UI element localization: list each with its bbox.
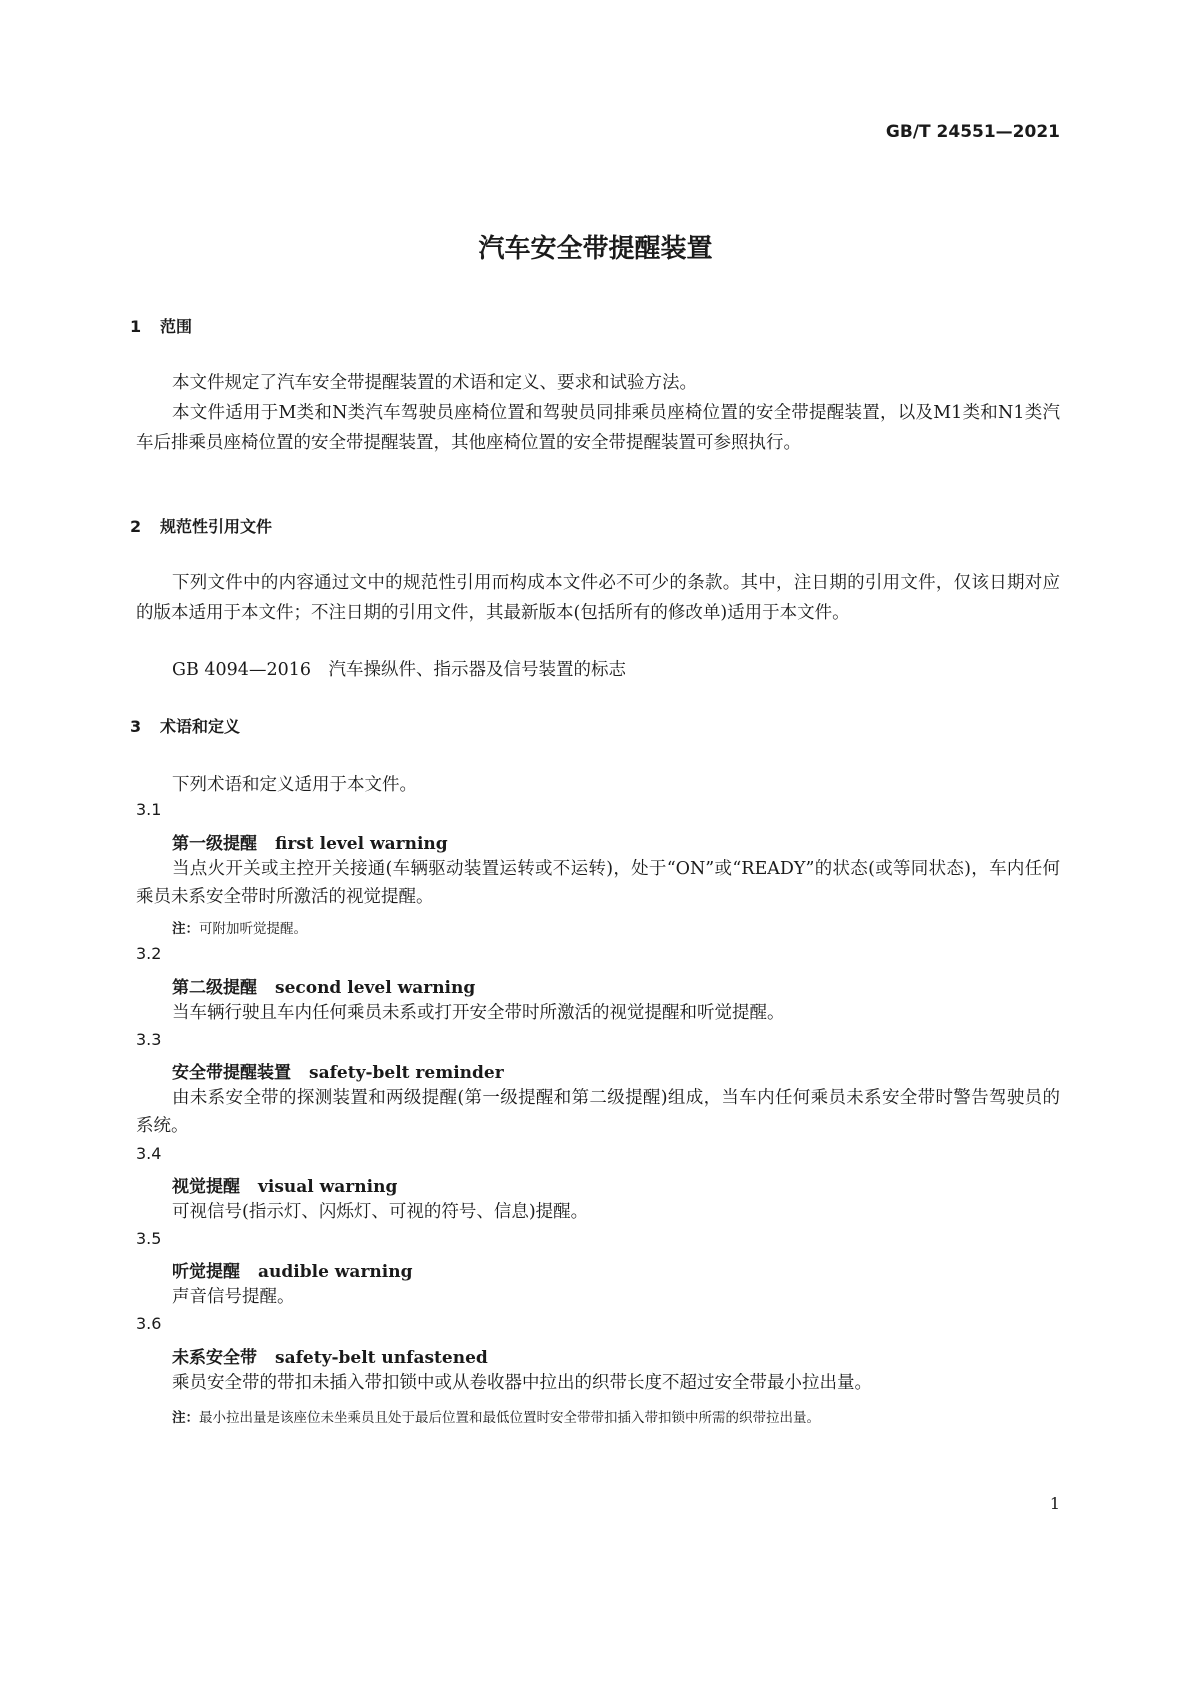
term-definition: 可视信号(指示灯、闪烁灯、可视的符号、信息)提醒。	[172, 1202, 589, 1222]
term-chinese: 听觉提醒	[172, 1262, 240, 1282]
section-heading-terms	[130, 714, 240, 737]
terms-intro: 下列术语和定义适用于本文件。	[172, 775, 417, 795]
term-chinese: 未系安全带	[172, 1348, 257, 1368]
section-number: 1	[130, 317, 142, 336]
term-number: 3.4	[136, 1144, 162, 1163]
term-english: visual warning	[258, 1177, 398, 1197]
section-title: 范围	[160, 317, 193, 336]
term-english: audible warning	[258, 1262, 413, 1282]
section-number: 3	[130, 717, 142, 736]
scope-paragraph-1: 本文件规定了汽车安全带提醒装置的术语和定义、要求和试验方法。	[172, 373, 697, 393]
standard-number: GB/T 24551—2021	[885, 122, 1060, 142]
reference-item: GB 4094—2016 汽车操纵件、指示器及信号装置的标志	[172, 660, 626, 680]
note-label: 注：	[172, 921, 199, 937]
term-english: safety-belt unfastened	[275, 1348, 488, 1368]
term-number: 3.6	[136, 1314, 162, 1333]
term-english: safety-belt reminder	[309, 1063, 504, 1083]
section-number: 2	[130, 517, 142, 536]
section-title: 术语和定义	[160, 717, 241, 736]
term-number: 3.1	[136, 800, 162, 819]
term-definition: 当点火开关或主控开关接通(车辆驱动装置运转或不运转)，处于“ON”或“READY”的状态(或等同状态)，车内任何乘员未系安全带时所激活的视觉提醒。	[136, 859, 1060, 907]
section-title: 规范性引用文件	[160, 517, 273, 536]
term-chinese: 第二级提醒	[172, 978, 257, 998]
term-chinese: 第一级提醒	[172, 834, 257, 854]
page-number: 1	[1049, 1494, 1060, 1513]
term-heading	[172, 1172, 397, 1197]
term-heading	[172, 829, 448, 854]
note-text: 可附加听觉提醒。	[199, 921, 307, 937]
term-note	[172, 1406, 820, 1426]
term-definition: 由未系安全带的探测装置和两级提醒(第一级提醒和第二级提醒)组成，当车内任何乘员未系安全带时警告驾驶员的系统。	[136, 1088, 1060, 1136]
document-title: 汽车安全带提醒装置	[478, 234, 713, 264]
note-label: 注：	[172, 1410, 199, 1426]
term-definition: 当车辆行驶且车内任何乘员未系或打开安全带时所激活的视觉提醒和听觉提醒。	[172, 1003, 785, 1023]
term-heading	[172, 973, 475, 998]
term-definition: 乘员安全带的带扣未插入带扣锁中或从卷收器中拉出的织带长度不超过安全带最小拉出量。	[172, 1373, 872, 1393]
references-intro: 下列文件中的内容通过文中的规范性引用而构成本文件必不可少的条款。其中，注日期的引用文件，仅该日期对应的版本适用于本文件；不注日期的引用文件，其最新版本(包括所有的修改单)适用于本文件。	[136, 573, 1060, 623]
section-heading-scope	[130, 314, 192, 337]
term-number: 3.2	[136, 944, 162, 963]
term-heading	[172, 1343, 488, 1368]
note-text: 最小拉出量是该座位未坐乘员且处于最后位置和最低位置时安全带带扣插入带扣锁中所需的织带拉出量。	[199, 1410, 820, 1426]
term-number: 3.5	[136, 1229, 162, 1248]
term-number: 3.3	[136, 1030, 162, 1049]
scope-paragraph-2: 本文件适用于M类和N类汽车驾驶员座椅位置和驾驶员同排乘员座椅位置的安全带提醒装置，以及M1类和N1类汽车后排乘员座椅位置的安全带提醒装置，其他座椅位置的安全带提醒装置可参照执行。	[136, 403, 1060, 453]
term-english: second level warning	[275, 978, 476, 998]
term-note	[172, 917, 307, 937]
term-chinese: 视觉提醒	[172, 1177, 240, 1197]
term-english: first level warning	[275, 834, 448, 854]
term-definition: 声音信号提醒。	[172, 1287, 295, 1307]
term-heading	[172, 1058, 504, 1083]
term-heading	[172, 1257, 412, 1282]
section-heading-normative-references	[130, 514, 272, 537]
term-chinese: 安全带提醒装置	[172, 1063, 291, 1083]
